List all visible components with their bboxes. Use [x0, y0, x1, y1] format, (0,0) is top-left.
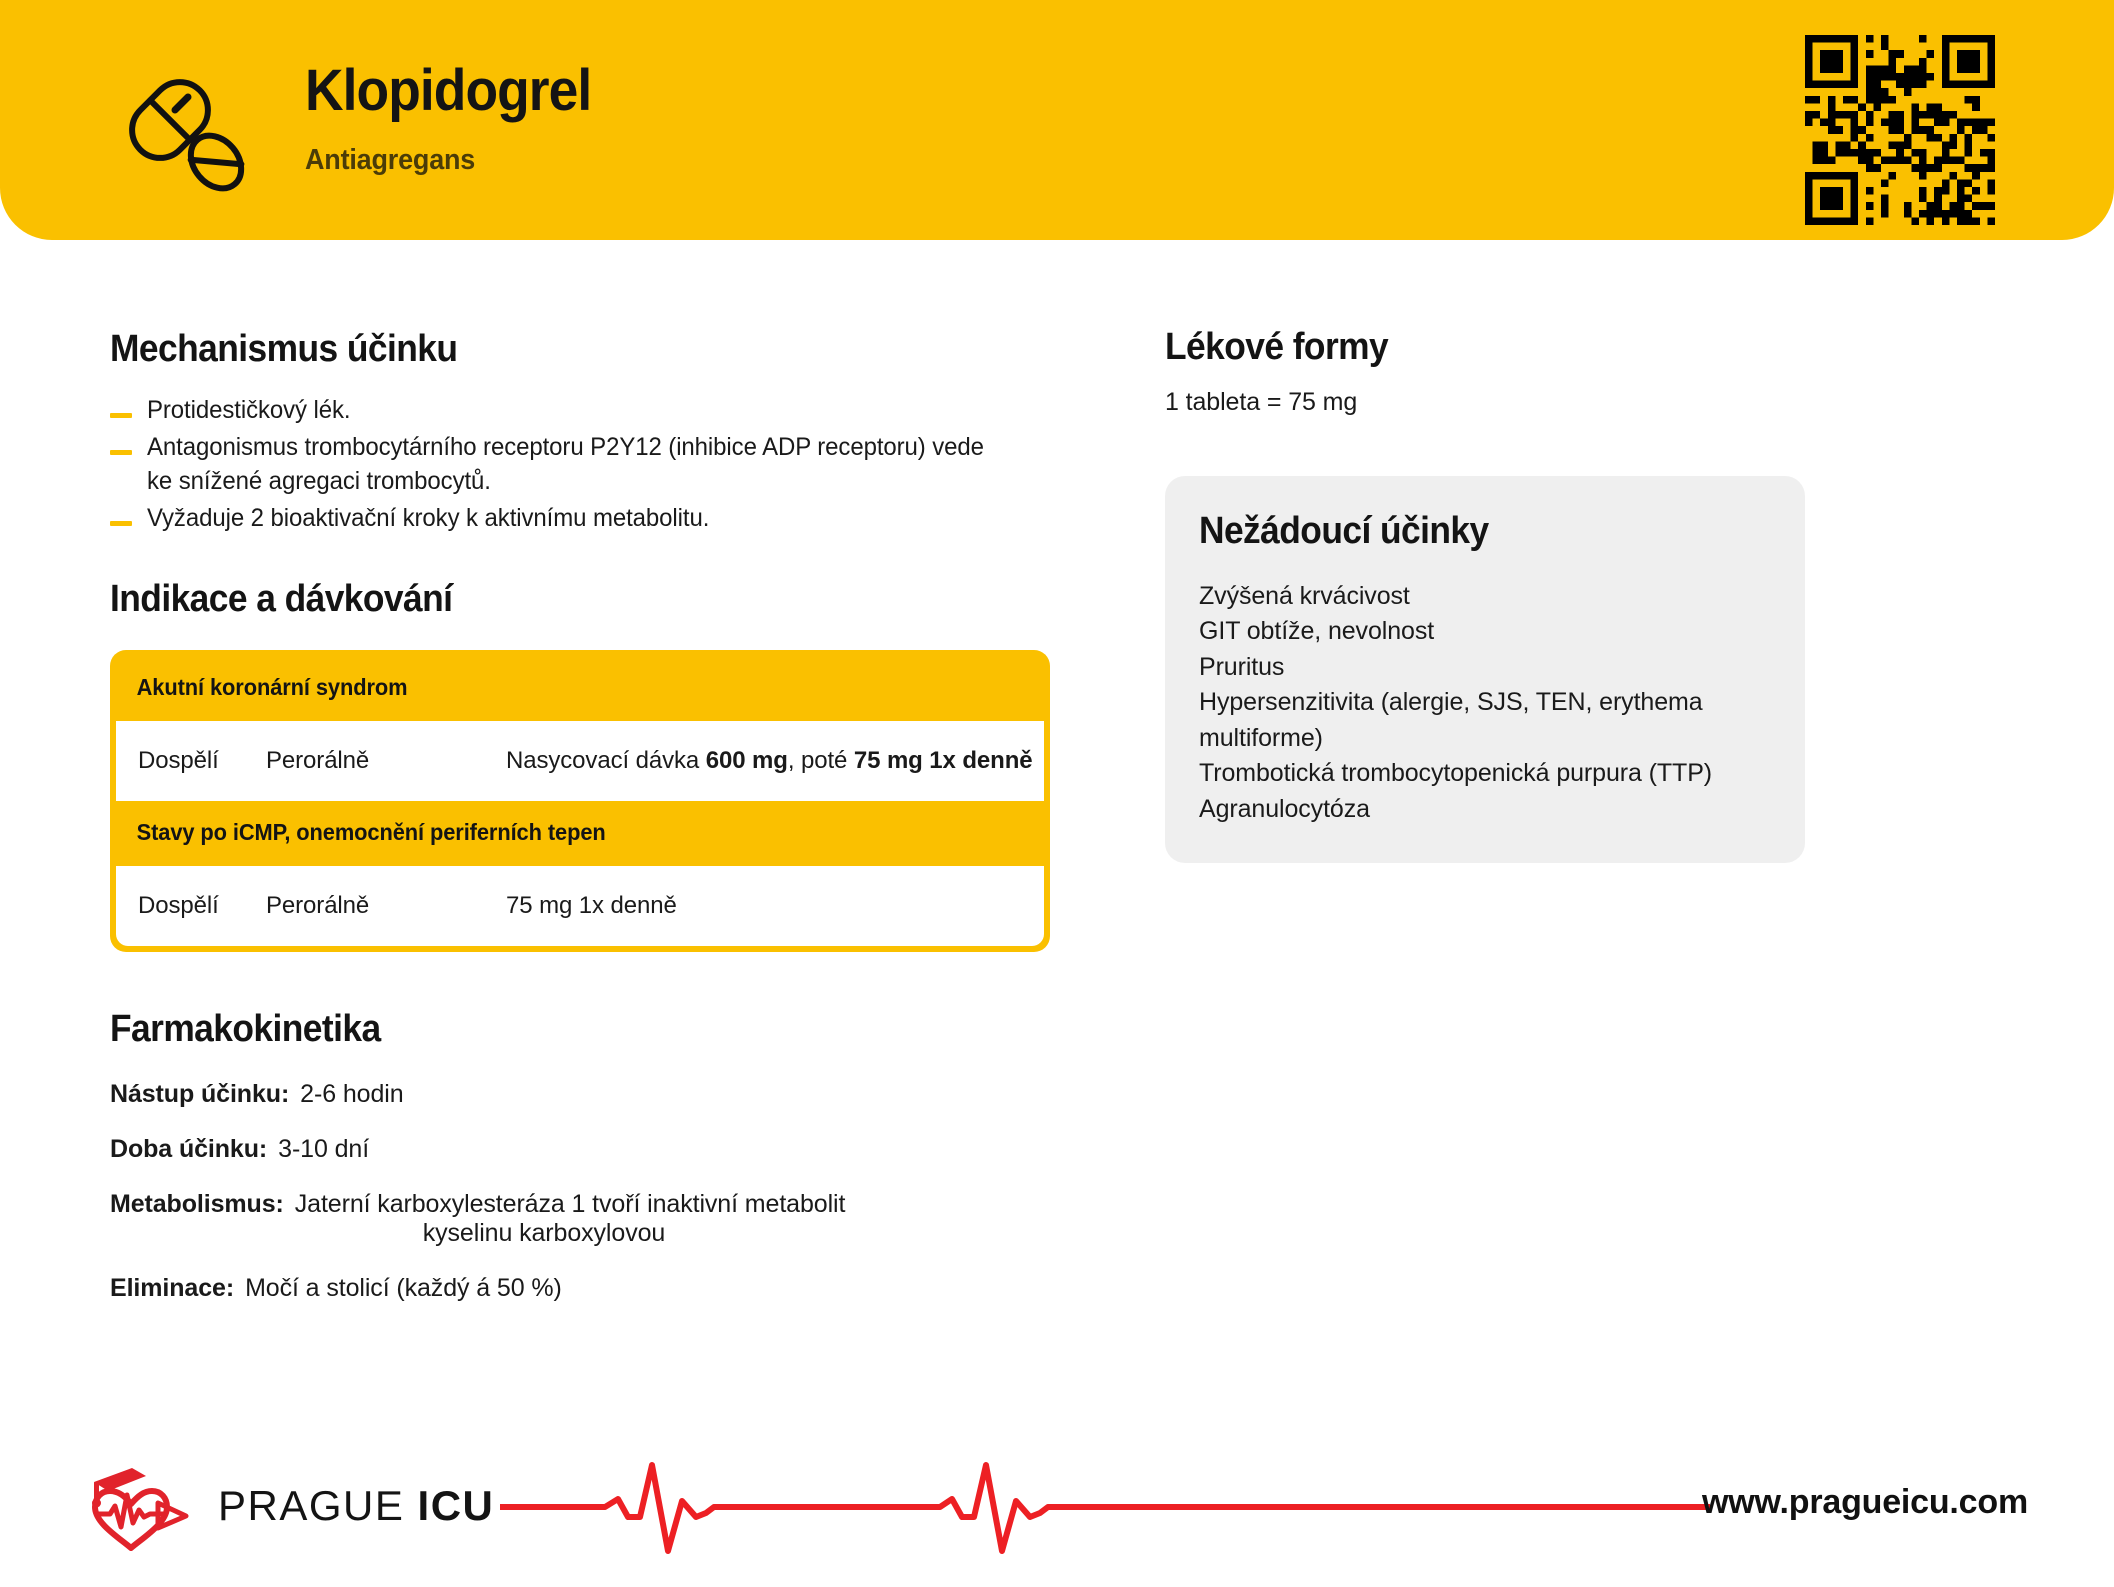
bullet-dash-icon — [110, 413, 132, 418]
mechanism-bullet-text: Antagonismus trombocytárního receptoru P2Y12 (inhibice ADP receptoru) vede ke snížené agregaci trombocytů. — [147, 433, 984, 495]
pharmacokinetics-value: 2-6 hodin — [300, 1079, 404, 1108]
pharmacokinetics-row — [110, 1274, 1110, 1303]
dosing-dose: Nasycovací dávka 600 mg, poté 75 mg 1x denně — [506, 746, 1033, 774]
title-block — [305, 58, 616, 177]
bullet-dash-icon — [110, 521, 132, 526]
pharmacokinetics-value: Jaterní karboxylesteráza 1 tvoří inaktivní metabolit kyselinu karboxylovou — [294, 1189, 846, 1247]
dosing-population: Dospělí — [138, 891, 219, 919]
footer — [0, 1427, 2114, 1587]
brand-wordmark — [218, 1482, 494, 1530]
pharmacokinetics-value: Močí a stolicí (každý á 50 %) — [245, 1273, 562, 1302]
header-banner — [0, 0, 2114, 240]
adverse-effect-item: GIT obtíže, nevolnost — [1199, 617, 1435, 646]
adverse-effect-item: Hypersenzitivita (alergie, SJS, TEN, erythema multiforme) — [1199, 688, 1703, 752]
pharmacokinetics-label: Metabolismus: — [110, 1189, 284, 1218]
mechanism-bullet — [110, 502, 1110, 536]
right-column — [1165, 328, 1805, 863]
drug-class: Antiagregans — [305, 144, 476, 176]
dosing-dose: 75 mg 1x denně — [506, 891, 677, 919]
dosing-row — [116, 721, 1044, 801]
pharmacokinetics-list — [110, 1080, 1110, 1303]
capsule-and-tablet-icon — [108, 62, 248, 192]
adverse-effect-item: Agranulocytóza — [1199, 794, 1370, 823]
mechanism-bullet-text: Vyžaduje 2 bioaktivační kroky k aktivnímu metabolitu. — [147, 504, 710, 533]
adverse-effect-item: Zvýšená krvácivost — [1199, 581, 1410, 610]
mechanism-bullet-text: Protidestičkový lék. — [147, 395, 351, 424]
pharmacokinetics-label: Doba účinku: — [110, 1134, 268, 1163]
dosing-population: Dospělí — [138, 746, 219, 774]
bullet-dash-icon — [110, 450, 132, 455]
forms-value: 1 tableta = 75 mg — [1165, 387, 1358, 416]
dosing-group-header: Akutní koronární syndrom — [136, 673, 408, 700]
dosing-route: Perorálně — [266, 746, 370, 774]
adverse-effect-item: Pruritus — [1199, 652, 1285, 681]
pharmacokinetics-title: Farmakokinetika — [110, 1007, 381, 1050]
left-column — [110, 330, 1110, 1329]
adverse-effect-item: Trombotická trombocytopenická purpura (TTP) — [1199, 759, 1713, 788]
dosing-route: Perorálně — [266, 891, 370, 919]
qr-code[interactable] — [1805, 35, 1995, 225]
dosing-row — [116, 866, 1044, 946]
pharmacokinetics-label: Eliminace: — [110, 1273, 235, 1302]
prague-icu-heart-logo-icon — [88, 1465, 206, 1551]
pharmacokinetics-row — [110, 1190, 1110, 1248]
adverse-effects-list — [1199, 579, 1771, 828]
pharmacokinetics-value: 3-10 dní — [278, 1134, 370, 1163]
pharmacokinetics-row — [110, 1135, 1110, 1164]
brand-prague: PRAGUE — [218, 1482, 405, 1529]
mechanism-bullet — [110, 394, 1110, 428]
mechanism-list — [110, 394, 1110, 536]
adverse-effects-title: Nežádoucí účinky — [1199, 509, 1489, 552]
forms-title: Lékové formy — [1165, 326, 1389, 368]
mechanism-title: Mechanismus účinku — [110, 328, 458, 370]
drug-name: Klopidogrel — [305, 58, 592, 123]
dosing-title: Indikace a dávkování — [110, 577, 453, 620]
ecg-line-icon — [500, 1455, 1710, 1559]
pharmacokinetics-value-continuation: kyselinu karboxylovou — [422, 1218, 666, 1247]
brand-icu: ICU — [417, 1482, 495, 1529]
adverse-effects-box — [1165, 476, 1805, 864]
pharmacokinetics-section — [110, 1007, 1110, 1303]
pharmacokinetics-row — [110, 1080, 1110, 1109]
website-url[interactable]: www.pragueicu.com — [1702, 1483, 2028, 1521]
dosing-table — [110, 650, 1050, 952]
mechanism-bullet — [110, 431, 1110, 498]
pharmacokinetics-label: Nástup účinku: — [110, 1079, 290, 1108]
dosing-group-header: Stavy po iCMP, onemocnění periferních tepen — [136, 818, 606, 845]
